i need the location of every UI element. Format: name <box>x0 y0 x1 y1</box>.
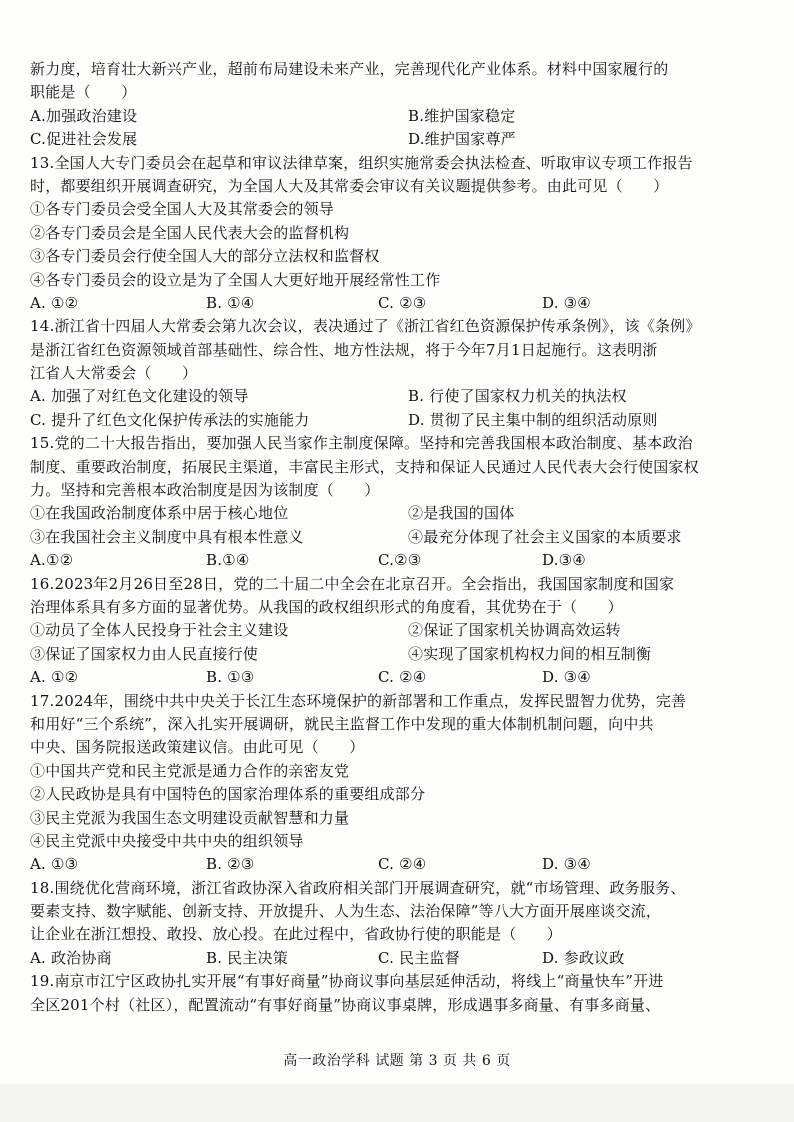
text-line: 职能是（ ） <box>30 83 137 102</box>
option-text: ①在我国政治制度体系中居于核心地位 <box>30 504 289 523</box>
option-text: A.①② <box>30 551 74 570</box>
text-line: ②各专门委员会是全国人民代表大会的监督机构 <box>30 223 350 242</box>
question-body <box>30 58 770 1017</box>
text-line: 是浙江省红色资源领域首部基础性、综合性、地方性法规，将于今年7月1日起施行。这表明浙 <box>30 340 658 359</box>
option-text: D. ③④ <box>542 293 591 312</box>
option-row-two <box>30 105 770 128</box>
text-line: 力。坚持和完善根本政治制度是因为该制度（ ） <box>30 481 380 500</box>
text-line: ①中国共产党和民主党派是通力合作的亲密友党 <box>30 761 350 780</box>
option-text: C.②③ <box>378 551 422 570</box>
option-row-two <box>30 502 770 525</box>
option-text: C. ②④ <box>378 668 427 687</box>
text-line: 全区201个村（社区），配置流动“有事好商量”协商议事桌牌，形成遇事多商量、有事多商量、 <box>30 995 661 1014</box>
text-line: 19.南京市江宁区政协扎实开展“有事好商量”协商议事向基层延伸活动，将线上“商量快车”开进 <box>30 972 664 991</box>
option-text: A.加强政治建设 <box>30 106 138 125</box>
option-row-four <box>30 292 770 315</box>
option-text: ④实现了国家机构权力间的相互制衡 <box>408 644 652 663</box>
option-row-two <box>30 643 770 666</box>
option-text: A. 加强了对红色文化建设的领导 <box>30 387 249 406</box>
option-text: A. 政治协商 <box>30 948 112 967</box>
text-line: ②人民政协是具有中国特色的国家治理体系的重要组成部分 <box>30 785 426 804</box>
option-text: C. 提升了红色文化保护传承法的实施能力 <box>30 410 310 429</box>
text-line: 时，都要组织开展调查研究，为全国人大及其常委会审议有关议题提供参考。由此可见（ ） <box>30 176 669 195</box>
option-row-two <box>30 409 770 432</box>
text-line: 治理体系具有多方面的显著优势。从我国的政权组织形式的角度看，其优势在于（ ） <box>30 597 623 616</box>
text-line: 中央、国务院报送政策建议信。由此可见（ ） <box>30 738 365 757</box>
option-text: B. 民主决策 <box>206 948 288 967</box>
text-line: ③各专门委员会行使全国人大的部分立法权和监督权 <box>30 247 380 266</box>
option-text: B. ①④ <box>206 293 255 312</box>
option-row-four <box>30 666 770 689</box>
text-line: ④各专门委员会的设立是为了全国人大更好地开展经常性工作 <box>30 270 441 289</box>
text-line: ④民主党派中央接受中共中央的组织领导 <box>30 831 304 850</box>
option-text: B. ②③ <box>206 855 255 874</box>
option-text: D. ③④ <box>542 668 591 687</box>
text-line: 要素支持、数字赋能、创新支持、开放提升、人为生态、法治保障”等八大方面开展座谈交流， <box>30 902 662 921</box>
option-text: ③在我国社会主义制度中具有根本性意义 <box>30 527 304 546</box>
text-line: 和用好“三个系统”，深入扎实开展调研，就民主监督工作中发现的重大体制机制问题，向中共 <box>30 714 654 733</box>
text-line: 13.全国人大专门委员会在起草和审议法律草案，组织实施常委会执法检查、听取审议专项工作报告 <box>30 153 693 172</box>
text-line: 新力度，培育壮大新兴产业，超前布局建设未来产业，完善现代化产业体系。材料中国家履行的 <box>30 60 669 78</box>
option-text: C. ②④ <box>378 855 427 874</box>
text-line: 17.2024年，围绕中共中央关于长江生态环境保护的新部署和工作重点，发挥民盟智力优势，完善 <box>30 691 687 710</box>
option-text: ①动员了全体人民投身于社会主义建设 <box>30 621 289 640</box>
page-bottom-margin <box>0 1084 794 1122</box>
option-text: B.①④ <box>206 551 250 570</box>
option-text: A. ①③ <box>30 855 79 874</box>
option-row-four <box>30 549 770 572</box>
option-text: C. 民主监督 <box>378 948 460 967</box>
option-text: B.维护国家稳定 <box>408 106 516 125</box>
text-line: ①各专门委员会受全国人大及其常委会的领导 <box>30 200 335 219</box>
text-line: 16.2023年2月26日至28日，党的二十届二中全会在北京召开。全会指出，我国国家制度和国家 <box>30 574 675 593</box>
option-text: D. 参政议政 <box>542 948 625 967</box>
option-text: B. 行使了国家权力机关的执法权 <box>408 387 627 406</box>
option-text: D.维护国家尊严 <box>408 130 516 149</box>
option-row-two <box>30 128 770 151</box>
option-text: A. ①② <box>30 668 79 687</box>
option-text: ②是我国的国体 <box>408 504 515 523</box>
option-row-two <box>30 385 770 408</box>
option-text: B. ①③ <box>206 668 255 687</box>
option-text: D. ③④ <box>542 855 591 874</box>
option-text: ②保证了国家机关协调高效运转 <box>408 621 621 640</box>
option-text: A. ①② <box>30 293 79 312</box>
option-row-four <box>30 853 770 876</box>
option-text: D. 贯彻了民主集中制的组织活动原则 <box>408 410 658 429</box>
option-text: ④最充分体现了社会主义国家的本质要求 <box>408 527 682 546</box>
option-text: C.促进社会发展 <box>30 130 138 149</box>
option-text: ③保证了国家权力由人民直接行使 <box>30 644 259 663</box>
option-row-two <box>30 619 770 642</box>
text-line: 让企业在浙江想投、敢投、放心投。在此过程中，省政协行使的职能是（ ） <box>30 925 563 944</box>
text-line: 15.党的二十大报告指出，要加强人民当家作主制度保障。坚持和完善我国根本政治制度、基本政治 <box>30 434 693 453</box>
text-line: 制度、重要政治制度，拓展民主渠道，丰富民主形式，支持和保证人民通过人民代表大会行使国家权 <box>30 457 699 476</box>
option-row-two <box>30 526 770 549</box>
option-row-four <box>30 947 770 970</box>
page-footer: 高一政治学科 试题 第 3 页 共 6 页 <box>283 1053 511 1069</box>
text-line: 18.围绕优化营商环境，浙江省政协深入省政府相关部门开展调查研究，就“市场管理、政务服务、 <box>30 878 686 897</box>
text-line: 14.浙江省十四届人大常委会第九次会议，表决通过了《浙江省红色资源保护传承条例》，该《条例》 <box>30 317 701 336</box>
text-line: ③民主党派为我国生态文明建设贡献智慧和力量 <box>30 808 350 827</box>
option-text: D.③④ <box>542 551 586 570</box>
text-line: 江省人大常委会（ ） <box>30 364 198 383</box>
option-text: C. ②③ <box>378 293 427 312</box>
